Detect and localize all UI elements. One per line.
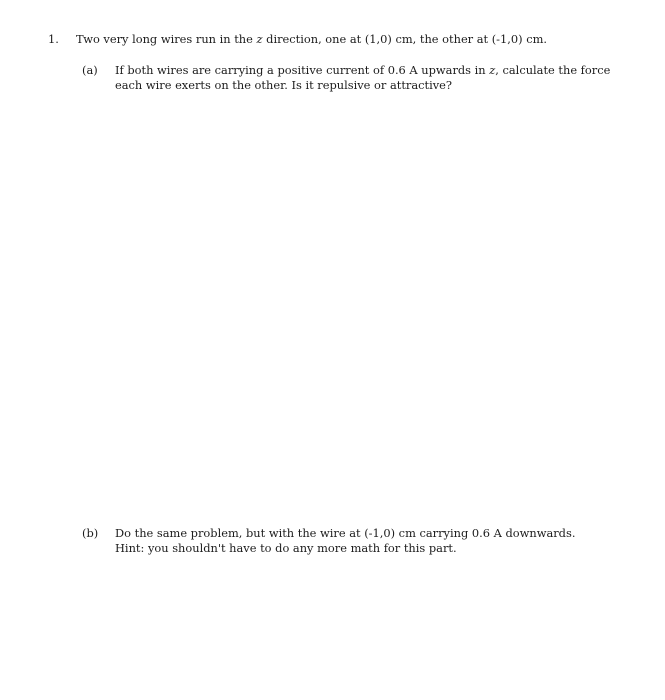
- problem-statement-post: direction, one at (1,0) cm, the other at (-1,0) cm.: [262, 32, 548, 46]
- part-a-line-2: each wire exerts on the other. Is it repulsive or attractive?: [115, 78, 453, 92]
- problem-number: 1.: [48, 32, 59, 46]
- problem-statement: [76, 32, 636, 47]
- part-a-line-1-pre: If both wires are carrying a positive current of 0.6 A upwards in: [115, 63, 490, 77]
- part-a-line-1: [115, 63, 620, 78]
- part-a-text: [115, 63, 620, 93]
- problem-statement-variable: z: [256, 32, 263, 46]
- part-a-line-1-post: , calculate the force: [495, 63, 611, 77]
- part-a-line-1-variable: z: [489, 63, 496, 77]
- part-b-label: (b): [82, 526, 99, 540]
- problem-statement-pre: Two very long wires run in the: [76, 32, 257, 46]
- part-b-line-2: Hint: you shouldn't have to do any more math for this part.: [115, 541, 457, 555]
- part-b-text: [115, 526, 620, 556]
- part-b-line-1: Do the same problem, but with the wire at (-1,0) cm carrying 0.6 A downwards.: [115, 526, 576, 540]
- part-a-label: (a): [82, 63, 98, 77]
